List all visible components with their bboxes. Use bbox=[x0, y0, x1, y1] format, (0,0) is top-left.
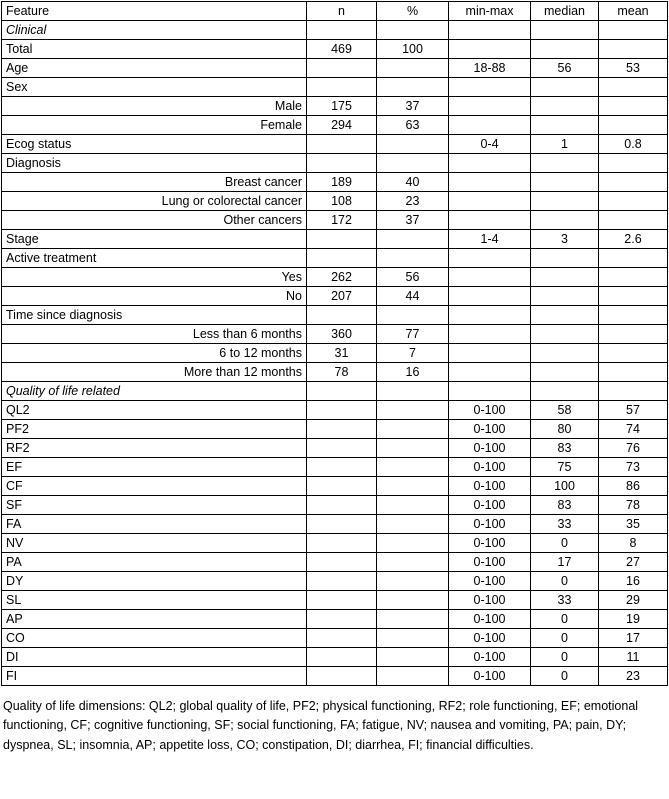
cell-median bbox=[531, 192, 599, 211]
cell-median bbox=[531, 306, 599, 325]
patient-characteristics-table bbox=[1, 1, 668, 686]
cell-n: 108 bbox=[307, 192, 377, 211]
cell-min-max: 0-100 bbox=[449, 534, 531, 553]
cell-min-max bbox=[449, 192, 531, 211]
header-mean: mean bbox=[599, 2, 668, 21]
table-header-row bbox=[2, 2, 668, 21]
cell-mean bbox=[599, 249, 668, 268]
cell-mean: 27 bbox=[599, 553, 668, 572]
cell-percent bbox=[377, 610, 449, 629]
cell-feature: SF bbox=[2, 496, 307, 515]
cell-mean bbox=[599, 287, 668, 306]
cell-min-max bbox=[449, 211, 531, 230]
cell-median: 17 bbox=[531, 553, 599, 572]
cell-feature: DI bbox=[2, 648, 307, 667]
cell-median: 0 bbox=[531, 629, 599, 648]
cell-n bbox=[307, 572, 377, 591]
cell-min-max bbox=[449, 97, 531, 116]
cell-feature: QL2 bbox=[2, 401, 307, 420]
cell-median bbox=[531, 344, 599, 363]
table-row bbox=[2, 648, 668, 667]
cell-percent bbox=[377, 21, 449, 40]
cell-n bbox=[307, 382, 377, 401]
cell-median bbox=[531, 173, 599, 192]
cell-median: 0 bbox=[531, 572, 599, 591]
cell-min-max: 0-100 bbox=[449, 439, 531, 458]
cell-n bbox=[307, 420, 377, 439]
cell-median bbox=[531, 249, 599, 268]
cell-feature: Total bbox=[2, 40, 307, 59]
cell-min-max bbox=[449, 306, 531, 325]
cell-percent bbox=[377, 59, 449, 78]
table-row bbox=[2, 401, 668, 420]
cell-percent: 16 bbox=[377, 363, 449, 382]
cell-mean bbox=[599, 268, 668, 287]
cell-feature: Ecog status bbox=[2, 135, 307, 154]
cell-feature: Stage bbox=[2, 230, 307, 249]
cell-mean: 74 bbox=[599, 420, 668, 439]
cell-n bbox=[307, 135, 377, 154]
cell-median: 33 bbox=[531, 591, 599, 610]
table-row bbox=[2, 515, 668, 534]
cell-percent bbox=[377, 306, 449, 325]
cell-min-max bbox=[449, 78, 531, 97]
cell-feature: Female bbox=[2, 116, 307, 135]
cell-n bbox=[307, 439, 377, 458]
cell-mean: 53 bbox=[599, 59, 668, 78]
cell-n: 189 bbox=[307, 173, 377, 192]
cell-mean bbox=[599, 173, 668, 192]
cell-min-max: 1-4 bbox=[449, 230, 531, 249]
cell-feature: SL bbox=[2, 591, 307, 610]
cell-percent: 44 bbox=[377, 287, 449, 306]
cell-percent bbox=[377, 648, 449, 667]
cell-min-max: 18-88 bbox=[449, 59, 531, 78]
cell-n bbox=[307, 610, 377, 629]
cell-n bbox=[307, 515, 377, 534]
cell-percent bbox=[377, 382, 449, 401]
table-row bbox=[2, 40, 668, 59]
table-row bbox=[2, 534, 668, 553]
cell-feature: CF bbox=[2, 477, 307, 496]
cell-n bbox=[307, 477, 377, 496]
cell-min-max bbox=[449, 287, 531, 306]
cell-min-max bbox=[449, 268, 531, 287]
cell-percent bbox=[377, 439, 449, 458]
cell-mean: 86 bbox=[599, 477, 668, 496]
cell-median bbox=[531, 154, 599, 173]
cell-mean bbox=[599, 154, 668, 173]
cell-mean bbox=[599, 192, 668, 211]
cell-min-max: 0-100 bbox=[449, 648, 531, 667]
cell-mean: 23 bbox=[599, 667, 668, 686]
cell-min-max: 0-100 bbox=[449, 496, 531, 515]
cell-n bbox=[307, 59, 377, 78]
cell-feature: DY bbox=[2, 572, 307, 591]
cell-feature: Breast cancer bbox=[2, 173, 307, 192]
cell-mean bbox=[599, 97, 668, 116]
cell-feature: Yes bbox=[2, 268, 307, 287]
cell-mean bbox=[599, 363, 668, 382]
table-row bbox=[2, 496, 668, 515]
cell-mean bbox=[599, 21, 668, 40]
cell-percent: 77 bbox=[377, 325, 449, 344]
cell-n bbox=[307, 553, 377, 572]
table-row bbox=[2, 135, 668, 154]
cell-feature: EF bbox=[2, 458, 307, 477]
cell-percent: 40 bbox=[377, 173, 449, 192]
table-row bbox=[2, 59, 668, 78]
cell-n: 175 bbox=[307, 97, 377, 116]
cell-mean: 57 bbox=[599, 401, 668, 420]
cell-percent: 100 bbox=[377, 40, 449, 59]
cell-feature: Sex bbox=[2, 78, 307, 97]
table-row bbox=[2, 458, 668, 477]
cell-median: 83 bbox=[531, 496, 599, 515]
table-row bbox=[2, 268, 668, 287]
table-row bbox=[2, 325, 668, 344]
table-row bbox=[2, 249, 668, 268]
cell-mean bbox=[599, 306, 668, 325]
cell-feature: Diagnosis bbox=[2, 154, 307, 173]
cell-min-max: 0-100 bbox=[449, 515, 531, 534]
cell-median: 100 bbox=[531, 477, 599, 496]
cell-feature: NV bbox=[2, 534, 307, 553]
cell-mean bbox=[599, 325, 668, 344]
cell-median: 0 bbox=[531, 667, 599, 686]
cell-mean: 73 bbox=[599, 458, 668, 477]
cell-mean bbox=[599, 40, 668, 59]
table-row bbox=[2, 382, 668, 401]
cell-n bbox=[307, 21, 377, 40]
cell-percent bbox=[377, 534, 449, 553]
cell-percent bbox=[377, 458, 449, 477]
cell-median bbox=[531, 268, 599, 287]
cell-percent bbox=[377, 496, 449, 515]
cell-feature: Time since diagnosis bbox=[2, 306, 307, 325]
cell-min-max bbox=[449, 173, 531, 192]
cell-percent bbox=[377, 154, 449, 173]
cell-mean: 29 bbox=[599, 591, 668, 610]
cell-feature: More than 12 months bbox=[2, 363, 307, 382]
cell-median: 0 bbox=[531, 648, 599, 667]
cell-mean: 0.8 bbox=[599, 135, 668, 154]
cell-feature: FA bbox=[2, 515, 307, 534]
table-row bbox=[2, 211, 668, 230]
cell-mean: 11 bbox=[599, 648, 668, 667]
cell-n: 294 bbox=[307, 116, 377, 135]
cell-feature: Less than 6 months bbox=[2, 325, 307, 344]
cell-median bbox=[531, 78, 599, 97]
table-row bbox=[2, 629, 668, 648]
cell-feature: CO bbox=[2, 629, 307, 648]
cell-percent bbox=[377, 230, 449, 249]
table-row bbox=[2, 420, 668, 439]
cell-feature: Male bbox=[2, 97, 307, 116]
cell-median: 80 bbox=[531, 420, 599, 439]
cell-mean: 76 bbox=[599, 439, 668, 458]
cell-feature: PF2 bbox=[2, 420, 307, 439]
table-row bbox=[2, 21, 668, 40]
table-row bbox=[2, 306, 668, 325]
cell-n bbox=[307, 306, 377, 325]
cell-mean: 78 bbox=[599, 496, 668, 515]
cell-mean bbox=[599, 211, 668, 230]
cell-min-max bbox=[449, 363, 531, 382]
cell-n bbox=[307, 496, 377, 515]
cell-min-max: 0-100 bbox=[449, 667, 531, 686]
table-row bbox=[2, 591, 668, 610]
cell-mean: 8 bbox=[599, 534, 668, 553]
cell-min-max: 0-100 bbox=[449, 420, 531, 439]
cell-percent: 63 bbox=[377, 116, 449, 135]
cell-feature: RF2 bbox=[2, 439, 307, 458]
table-row bbox=[2, 173, 668, 192]
header-percent: % bbox=[377, 2, 449, 21]
cell-percent bbox=[377, 401, 449, 420]
cell-n bbox=[307, 534, 377, 553]
cell-median: 0 bbox=[531, 610, 599, 629]
cell-n: 469 bbox=[307, 40, 377, 59]
cell-percent: 23 bbox=[377, 192, 449, 211]
cell-min-max bbox=[449, 40, 531, 59]
cell-feature: Clinical bbox=[2, 21, 307, 40]
cell-median bbox=[531, 382, 599, 401]
cell-feature: Quality of life related bbox=[2, 382, 307, 401]
cell-median bbox=[531, 116, 599, 135]
table-row bbox=[2, 230, 668, 249]
cell-percent: 7 bbox=[377, 344, 449, 363]
cell-median: 0 bbox=[531, 534, 599, 553]
cell-min-max bbox=[449, 344, 531, 363]
cell-feature: AP bbox=[2, 610, 307, 629]
cell-n bbox=[307, 154, 377, 173]
cell-min-max: 0-100 bbox=[449, 477, 531, 496]
cell-feature: Age bbox=[2, 59, 307, 78]
cell-feature: FI bbox=[2, 667, 307, 686]
header-n: n bbox=[307, 2, 377, 21]
cell-min-max: 0-100 bbox=[449, 629, 531, 648]
cell-median: 75 bbox=[531, 458, 599, 477]
cell-percent bbox=[377, 629, 449, 648]
cell-median: 83 bbox=[531, 439, 599, 458]
cell-median bbox=[531, 287, 599, 306]
cell-feature: PA bbox=[2, 553, 307, 572]
cell-n bbox=[307, 629, 377, 648]
cell-n bbox=[307, 230, 377, 249]
table-row bbox=[2, 97, 668, 116]
table-row bbox=[2, 477, 668, 496]
header-min-max: min-max bbox=[449, 2, 531, 21]
cell-n: 172 bbox=[307, 211, 377, 230]
table-row bbox=[2, 363, 668, 382]
cell-median bbox=[531, 211, 599, 230]
cell-mean bbox=[599, 116, 668, 135]
cell-min-max bbox=[449, 21, 531, 40]
cell-percent: 56 bbox=[377, 268, 449, 287]
cell-n: 207 bbox=[307, 287, 377, 306]
cell-min-max bbox=[449, 116, 531, 135]
cell-min-max: 0-4 bbox=[449, 135, 531, 154]
table-row bbox=[2, 553, 668, 572]
cell-feature: Active treatment bbox=[2, 249, 307, 268]
cell-min-max bbox=[449, 249, 531, 268]
cell-feature: Lung or colorectal cancer bbox=[2, 192, 307, 211]
table-row bbox=[2, 116, 668, 135]
cell-median: 58 bbox=[531, 401, 599, 420]
cell-percent: 37 bbox=[377, 97, 449, 116]
cell-min-max: 0-100 bbox=[449, 553, 531, 572]
header-feature: Feature bbox=[2, 2, 307, 21]
cell-n bbox=[307, 401, 377, 420]
cell-percent bbox=[377, 135, 449, 154]
cell-mean bbox=[599, 78, 668, 97]
cell-median bbox=[531, 363, 599, 382]
table-row bbox=[2, 287, 668, 306]
cell-median bbox=[531, 21, 599, 40]
cell-n bbox=[307, 458, 377, 477]
cell-n bbox=[307, 249, 377, 268]
cell-percent bbox=[377, 515, 449, 534]
cell-percent bbox=[377, 477, 449, 496]
cell-n: 360 bbox=[307, 325, 377, 344]
cell-min-max: 0-100 bbox=[449, 591, 531, 610]
cell-n: 78 bbox=[307, 363, 377, 382]
cell-feature: Other cancers bbox=[2, 211, 307, 230]
cell-median bbox=[531, 97, 599, 116]
cell-min-max bbox=[449, 382, 531, 401]
cell-n bbox=[307, 648, 377, 667]
cell-percent: 37 bbox=[377, 211, 449, 230]
cell-mean bbox=[599, 382, 668, 401]
cell-mean: 2.6 bbox=[599, 230, 668, 249]
cell-median bbox=[531, 325, 599, 344]
cell-median: 3 bbox=[531, 230, 599, 249]
cell-mean bbox=[599, 344, 668, 363]
cell-percent bbox=[377, 572, 449, 591]
cell-mean: 35 bbox=[599, 515, 668, 534]
cell-min-max: 0-100 bbox=[449, 458, 531, 477]
cell-percent bbox=[377, 553, 449, 572]
table-row bbox=[2, 78, 668, 97]
cell-feature: 6 to 12 months bbox=[2, 344, 307, 363]
header-median: median bbox=[531, 2, 599, 21]
cell-percent bbox=[377, 249, 449, 268]
table-row bbox=[2, 610, 668, 629]
cell-percent bbox=[377, 78, 449, 97]
cell-percent bbox=[377, 420, 449, 439]
cell-median bbox=[531, 40, 599, 59]
cell-median: 1 bbox=[531, 135, 599, 154]
cell-feature: No bbox=[2, 287, 307, 306]
cell-n: 31 bbox=[307, 344, 377, 363]
cell-min-max: 0-100 bbox=[449, 572, 531, 591]
table-row bbox=[2, 192, 668, 211]
cell-min-max: 0-100 bbox=[449, 401, 531, 420]
cell-median: 33 bbox=[531, 515, 599, 534]
cell-min-max: 0-100 bbox=[449, 610, 531, 629]
cell-n bbox=[307, 667, 377, 686]
cell-percent bbox=[377, 591, 449, 610]
cell-mean: 19 bbox=[599, 610, 668, 629]
cell-min-max bbox=[449, 154, 531, 173]
cell-median: 56 bbox=[531, 59, 599, 78]
cell-n: 262 bbox=[307, 268, 377, 287]
table-row bbox=[2, 344, 668, 363]
cell-percent bbox=[377, 667, 449, 686]
table-row bbox=[2, 667, 668, 686]
table-row bbox=[2, 154, 668, 173]
cell-n bbox=[307, 78, 377, 97]
cell-mean: 16 bbox=[599, 572, 668, 591]
cell-mean: 17 bbox=[599, 629, 668, 648]
cell-n bbox=[307, 591, 377, 610]
table-row bbox=[2, 439, 668, 458]
table-row bbox=[2, 572, 668, 591]
footnote: Quality of life dimensions: QL2; global quality of life, PF2; physical functioning, RF2; role functioning, EF; emotional functioning, CF; cognitive functioning, SF; social functioning, FA; fatigue, NV; nausea and vomiting, PA; pain, DY; dyspnea, SL; insomnia, AP; appetite loss, CO; constipation, DI; diarrhea, FI; financial difficulties. bbox=[3, 699, 639, 752]
cell-min-max bbox=[449, 325, 531, 344]
